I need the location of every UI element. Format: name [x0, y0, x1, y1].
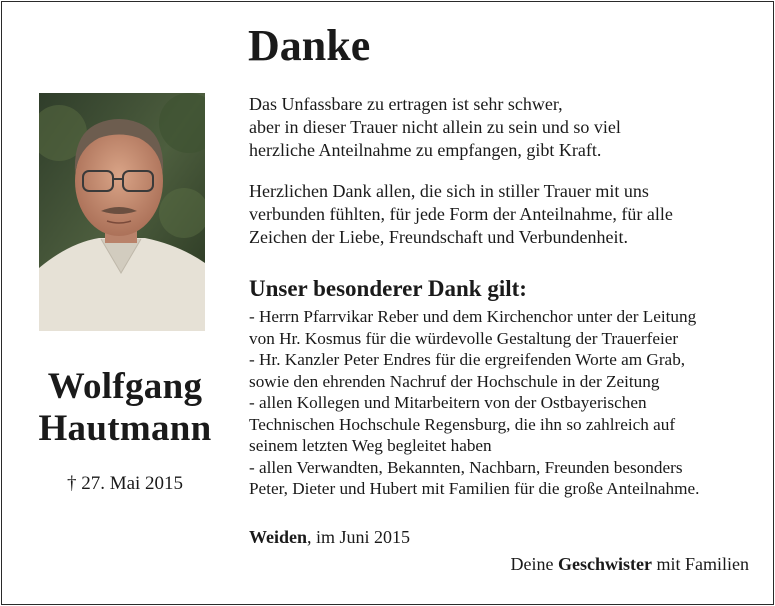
place-date-rest: , im Juni 2015: [307, 527, 411, 547]
intro-paragraph: [249, 93, 759, 162]
special-thanks-list: [249, 306, 764, 500]
intro-line: aber in dieser Trauer nicht allein zu sein und so viel: [249, 117, 621, 137]
death-date: † 27. Mai 2015: [66, 473, 184, 494]
list-item-line: von Hr. Kosmus für die würdevolle Gestaltung der Trauerfeier: [249, 328, 679, 348]
list-item-line: Peter, Dieter und Hubert mit Familien für die große Anteilnahme.: [249, 479, 700, 498]
list-item-line: - Hr. Kanzler Peter Endres für die ergreifenden Worte am Grab,: [249, 350, 686, 369]
list-item-line: - allen Kollegen und Mitarbeitern von der Ostbayerischen: [249, 393, 647, 412]
intro-line: herzliche Anteilnahme zu empfangen, gibt Kraft.: [249, 140, 602, 160]
notice-title: Danke: [248, 21, 371, 70]
thanks-line: verbunden fühlten, für jede Form der Anteilnahme, für alle: [249, 204, 673, 224]
place-name: Weiden: [249, 527, 308, 547]
signature-prefix: Deine: [510, 554, 559, 574]
intro-line: Das Unfassbare zu ertragen ist sehr schwer,: [249, 94, 563, 114]
deceased-name: [20, 366, 230, 450]
thanks-line: Zeichen der Liebe, Freundschaft und Verbundenheit.: [249, 227, 629, 247]
thanks-line: Herzlichen Dank allen, die sich in stiller Trauer mit uns: [249, 181, 649, 201]
list-item: [249, 349, 764, 392]
signature: [511, 554, 749, 575]
portrait-photo: [39, 93, 205, 331]
list-item-line: - allen Verwandten, Bekannten, Nachbarn, Freunden besonders: [249, 457, 683, 477]
deceased-last-name: Hautmann: [38, 408, 212, 449]
list-item-line: Technischen Hochschule Regensburg, die ihn so zahlreich auf: [249, 414, 676, 434]
list-item: [249, 306, 764, 349]
list-item: [249, 392, 764, 457]
list-item-line: - Herrn Pfarrvikar Reber und dem Kirchenchor unter der Leitung: [249, 307, 697, 326]
special-thanks-heading: Unser besonderer Dank gilt:: [249, 276, 527, 301]
list-item-line: sowie den ehrenden Nachruf der Hochschule in der Zeitung: [249, 371, 660, 391]
list-item-line: seinem letzten Weg begleitet haben: [249, 436, 492, 455]
signature-bold: Geschwister: [558, 554, 652, 574]
place-date: [249, 527, 410, 548]
signature-suffix: mit Familien: [652, 554, 749, 574]
deceased-first-name: Wolfgang: [47, 366, 203, 407]
thanks-paragraph: [249, 180, 759, 249]
list-item: [249, 457, 764, 500]
